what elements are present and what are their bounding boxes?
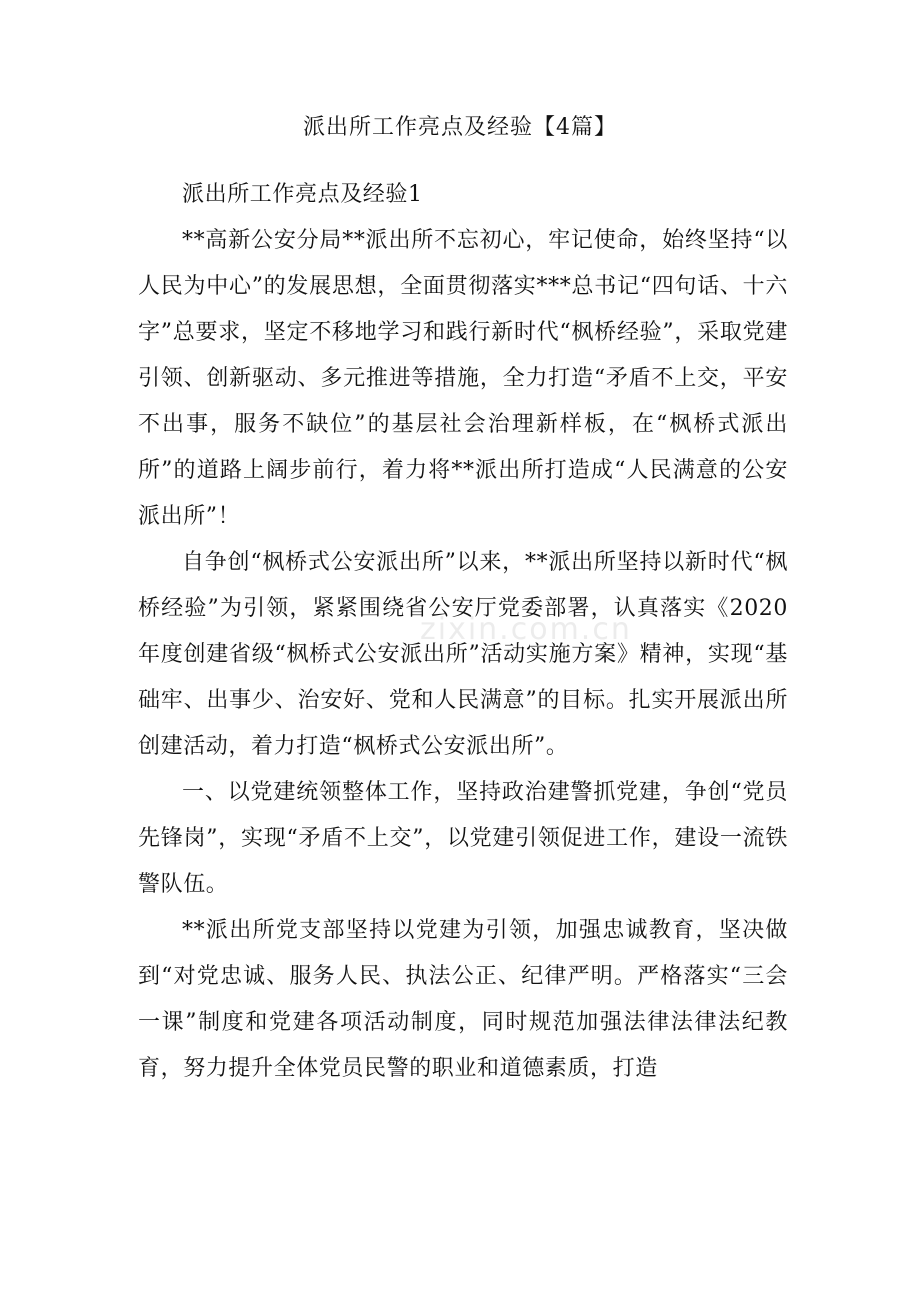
section-heading: 派出所工作亮点及经验1 xyxy=(182,182,423,207)
paragraph-4: **派出所党支部坚持以党建为引领，加强忠诚教育，坚决做到“对党忠诚、服务人民、执法公正、纪律严明。严格落实“三会一课”制度和党建各项活动制度，同时规范加强法律法律法纪教育，努力提升全体党员民警的职业和道德素质，打造 xyxy=(138,918,788,1081)
document-body xyxy=(138,172,788,1092)
paragraph-3: 一、以党建统领整体工作，坚持政治建警抓党建，争创“党员先锋岗”，实现“矛盾不上交”，以党建引领促进工作，建设一流铁警队伍。 xyxy=(138,780,788,897)
document-title: 派出所工作亮点及经验【4篇】 xyxy=(303,115,617,140)
paragraph-1: **高新公安分局**派出所不忘初心，牢记使命，始终坚持“以人民为中心”的发展思想，全面贯彻落实***总书记“四句话、十六字”总要求，坚定不移地学习和践行新时代“枫桥经验”，采取党建引领、创新驱动、多元推进等措施，全力打造“矛盾不上交，平安不出事，服务不缺位”的基层社会治理新样板，在“枫桥式派出所”的道路上阔步前行，着力将**派出所打造成“人民满意的公安派出所”！ xyxy=(138,228,788,529)
paragraph-2: 自争创“枫桥式公安派出所”以来，**派出所坚持以新时代“枫桥经验”为引领，紧紧围绕省公安厅党委部署，认真落实《2020年度创建省级“枫桥式公安派出所”活动实施方案》精神，实现“基础牢、出事少、治安好、党和人民满意”的目标。扎实开展派出所创建活动，着力打造“枫桥式公安派出所”。 xyxy=(138,550,788,759)
site-watermark: zixin.com.cn xyxy=(420,612,632,647)
